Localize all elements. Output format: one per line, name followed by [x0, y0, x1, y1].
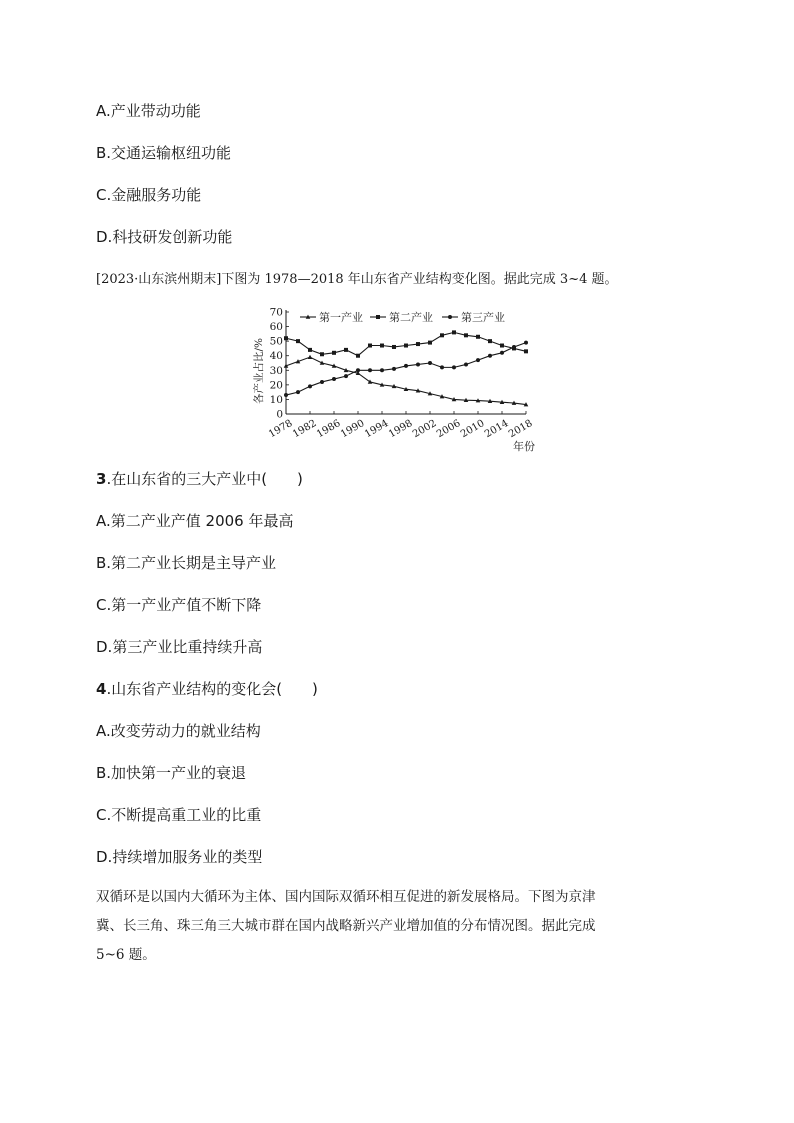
data-point [404, 364, 408, 368]
x-tick-label: 2010 [458, 418, 487, 441]
legend-marker [448, 315, 452, 319]
data-point [428, 361, 432, 365]
data-point [416, 342, 420, 346]
data-point [380, 368, 384, 372]
data-point [284, 393, 288, 397]
question-4-number: 4 [96, 680, 107, 698]
data-point [332, 377, 336, 381]
data-point [392, 345, 396, 349]
y-tick-label: 30 [269, 364, 283, 377]
x-tick-label: 1990 [338, 418, 367, 441]
intro-text: [2023·山东滨州期末]下图为 1978—2018 年山东省产业结构变化图。据此完成 3~4 题。 [96, 272, 618, 287]
question-4-option-a: A.改变劳动力的就业结构 [96, 722, 261, 740]
option-a-text: A.产业带动功能 [96, 102, 201, 120]
legend-label: 第三产业 [461, 311, 505, 324]
data-point [296, 390, 300, 394]
question-3-option-b: B.第二产业长期是主导产业 [96, 554, 277, 572]
data-point [428, 341, 432, 345]
x-tick-label: 1998 [386, 418, 415, 441]
data-point [320, 380, 324, 384]
data-point [440, 333, 444, 337]
x-tick-label: 1986 [314, 418, 343, 441]
data-point [380, 344, 384, 348]
option-b-text: B.交通运输枢纽功能 [96, 144, 232, 162]
series-1 [284, 355, 529, 407]
industry-structure-line-chart [248, 300, 548, 460]
x-tick-label: 1982 [290, 418, 319, 441]
x-tick-label: 2014 [482, 418, 511, 441]
data-point [524, 349, 528, 353]
y-tick-label: 70 [269, 306, 283, 319]
y-axis-label: 各产业占比/% [253, 337, 265, 405]
x-tick-label: 2002 [410, 418, 439, 441]
legend-label: 第二产业 [389, 311, 433, 324]
data-point [488, 354, 492, 358]
legend-item [442, 310, 505, 324]
data-point [500, 351, 504, 355]
y-tick-label: 50 [269, 335, 283, 348]
x-axis-label: 年份 [513, 440, 535, 453]
question-4-text: .山东省产业结构的变化会( ) [106, 680, 318, 698]
question-3-option-a: A.第二产业产值 2006 年最高 [96, 512, 294, 530]
y-tick-label: 60 [269, 321, 283, 334]
question-3-number: 3 [96, 470, 107, 488]
data-point [296, 339, 300, 343]
data-point [308, 384, 312, 388]
y-tick-label: 20 [269, 379, 283, 392]
option-c-text: C.金融服务功能 [96, 186, 202, 204]
legend-label: 第一产业 [319, 311, 363, 324]
x-tick-label: 1994 [362, 418, 391, 441]
data-point [440, 365, 444, 369]
data-point [308, 355, 313, 359]
data-point [332, 351, 336, 355]
chart-ticks [267, 307, 535, 441]
x-tick-label: 2018 [506, 418, 535, 441]
data-point [416, 362, 420, 366]
question-3-option-c: C.第一产业产值不断下降 [96, 596, 262, 614]
x-tick-label: 2006 [434, 418, 463, 441]
data-point [512, 345, 516, 349]
question-4-option-b: B.加快第一产业的衰退 [96, 764, 247, 782]
question-4-option-d: D.持续增加服务业的类型 [96, 848, 263, 866]
passage-line-2: 冀、长三角、珠三角三大城市群在国内战略新兴产业增加值的分布情况图。据此完成 [96, 918, 596, 934]
y-tick-label: 0 [276, 408, 283, 421]
data-point [464, 362, 468, 366]
data-point [452, 365, 456, 369]
question-4-stem [96, 679, 318, 699]
passage-line-3: 5~6 题。 [96, 947, 156, 963]
passage-paragraph [96, 883, 696, 970]
data-point [308, 348, 312, 352]
question-3-option-d: D.第三产业比重持续升高 [96, 638, 263, 656]
data-point [368, 344, 372, 348]
data-point [488, 339, 492, 343]
y-tick-label: 10 [269, 393, 283, 406]
series-2 [284, 330, 528, 357]
data-point [452, 330, 456, 334]
data-point [404, 344, 408, 348]
question-4-option-c: C.不断提高重工业的比重 [96, 806, 262, 824]
option-d-text: D.科技研发创新功能 [96, 228, 233, 246]
chart-series [284, 330, 529, 406]
question-3-stem [96, 469, 303, 489]
data-point [344, 348, 348, 352]
legend-marker [376, 315, 380, 319]
data-point [476, 358, 480, 362]
y-tick-label: 40 [269, 350, 283, 363]
passage-line-1: 双循环是以国内大循环为主体、国内国际双循环相互促进的新发展格局。下图为京津 [96, 889, 596, 905]
data-point [344, 374, 348, 378]
data-point [392, 367, 396, 371]
data-point [464, 333, 468, 337]
data-point [500, 344, 504, 348]
data-point [284, 336, 288, 340]
question-3-text: .在山东省的三大产业中( ) [106, 470, 303, 488]
x-tick-label: 1978 [266, 418, 295, 441]
legend-item [300, 310, 363, 324]
legend-item [370, 310, 433, 324]
data-point [356, 368, 360, 372]
data-point [476, 335, 480, 339]
data-point [368, 368, 372, 372]
data-point [524, 341, 528, 345]
data-point [320, 352, 324, 356]
data-point [356, 354, 360, 358]
chart-legend [300, 310, 505, 324]
